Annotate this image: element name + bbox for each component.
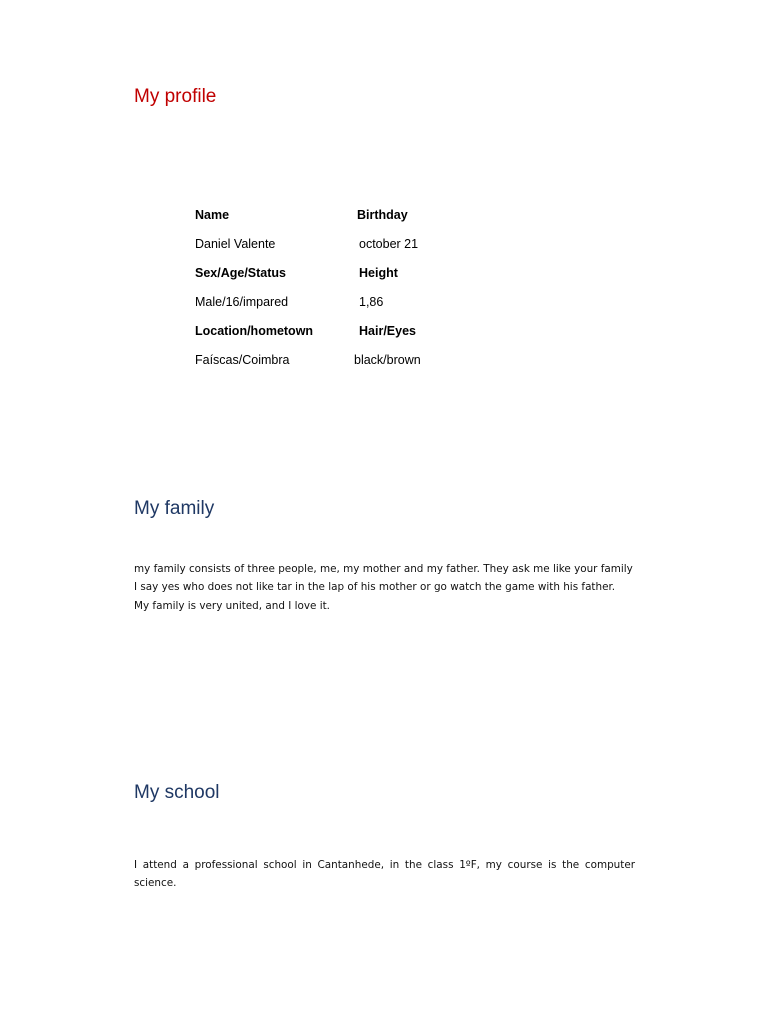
height-value: 1,86: [359, 295, 384, 309]
birthday-label: Birthday: [357, 208, 408, 222]
family-paragraph: [134, 560, 635, 615]
birthday-value: october 21: [359, 237, 419, 251]
family-heading: My family: [134, 498, 215, 519]
sex-age-status-value: Male/16/impared: [195, 295, 289, 309]
name-value: Daniel Valente: [195, 237, 276, 251]
sex-age-status-label: Sex/Age/Status: [195, 266, 287, 280]
hair-eyes-value: black/brown: [354, 353, 421, 367]
profile-heading: My profile: [134, 86, 217, 107]
family-line-3: My family is very united, and I love it.: [134, 599, 330, 612]
school-heading: My school: [134, 782, 220, 803]
location-hometown-value: Faíscas/Coimbra: [195, 353, 290, 367]
height-label: Height: [359, 266, 398, 280]
hair-eyes-label: Hair/Eyes: [359, 324, 416, 338]
name-label: Name: [195, 208, 230, 222]
family-line-2: I say yes who does not like tar in the lap of his mother or go watch the game with his father.: [134, 581, 616, 594]
location-hometown-label: Location/hometown: [195, 324, 314, 338]
school-paragraph: I attend a professional school in Cantanhede, in the class 1ºF, my course is the computer science.: [134, 859, 635, 890]
family-line-1: my family consists of three people, me, my mother and my father. They ask me like your family: [134, 563, 633, 575]
